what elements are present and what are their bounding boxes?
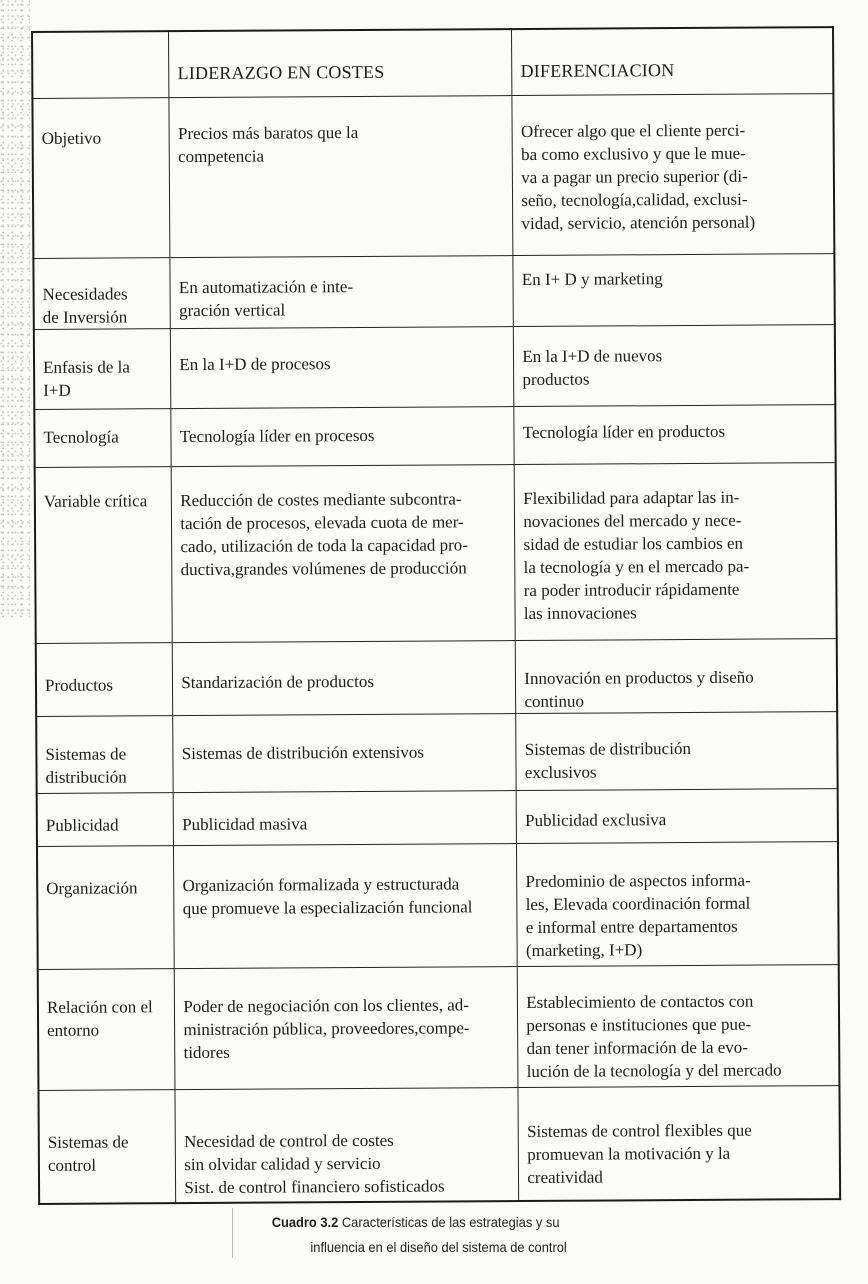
table-caption [35, 1210, 834, 1260]
cell-diferenciacion-text: Sistemas de distribución exclusivos [524, 738, 691, 782]
row-label [38, 968, 176, 1090]
cell-liderazgo-costes [171, 326, 514, 408]
row-label [35, 466, 173, 643]
cell-diferenciacion [516, 788, 838, 843]
cell-diferenciacion [514, 462, 836, 640]
row-label [36, 642, 173, 716]
cell-liderazgo-costes-text: Organización formalizada y estructurada que promueve la especialización funcional [182, 873, 473, 918]
row-label [34, 328, 171, 409]
row-label-text: Variable crítica [43, 490, 148, 511]
cell-diferenciacion [516, 711, 838, 790]
cell-diferenciacion [512, 93, 834, 255]
cell-liderazgo-costes-text: Publicidad masiva [182, 813, 308, 834]
cell-diferenciacion [513, 253, 835, 326]
cell-diferenciacion [517, 841, 839, 966]
header-empty [32, 31, 169, 98]
cell-liderazgo-costes [175, 1087, 519, 1203]
cell-diferenciacion [516, 638, 838, 713]
cell-diferenciacion-text: Publicidad exclusiva [525, 809, 667, 830]
table-row [34, 324, 835, 409]
row-label-text: Productos [44, 675, 114, 695]
row-label [33, 257, 170, 329]
row-label [34, 408, 171, 467]
cell-liderazgo-costes [173, 713, 516, 792]
table-row [33, 253, 834, 329]
cell-diferenciacion-text: Establecimiento de contactos con personas e instituciones que pue- dan tener información de la evo- lución de la tecnología y del mercado [526, 991, 782, 1081]
row-label-text: Publicidad [45, 814, 119, 835]
row-label [37, 792, 174, 846]
cell-diferenciacion [518, 964, 840, 1087]
header-row [32, 27, 833, 98]
cell-diferenciacion-text: Ofrecer algo que el cliente perci- ba como exclusivo y que le mue- va a pagar un precio superior (di- seño, tecnología,calidad, exclusi- vidad, servicio, atención personal) [520, 120, 756, 233]
cell-liderazgo-costes-text: En la I+D de procesos [179, 353, 331, 374]
row-label-text: Relación con el entorno [46, 996, 153, 1040]
cell-liderazgo-costes [169, 95, 513, 257]
scan-speckle [0, 0, 30, 620]
table-row [37, 788, 838, 846]
cell-diferenciacion-text: Tecnología líder en productos [522, 421, 726, 442]
cell-liderazgo-costes-text: Poder de negociación con los clientes, ad- ministración pública, proveedores,compe- tidores [183, 994, 470, 1062]
row-label-text: Necesidades de Inversión [42, 283, 128, 327]
caption-line-1: Características de las estrategias y su [341, 1214, 560, 1230]
cell-diferenciacion-text: Innovación en productos y diseño continuo [524, 667, 754, 711]
header-liderazgo-costes: LIDERAZGO EN COSTES [169, 29, 512, 97]
cell-diferenciacion [514, 404, 836, 464]
cell-liderazgo-costes-text: En automatización e inte- gración vertical [178, 276, 354, 320]
row-label-text: Organización [46, 877, 138, 898]
caption-line-2: influencia en el diseño del sistema de control [310, 1239, 567, 1255]
row-label-text: Tecnología [43, 426, 119, 447]
cell-liderazgo-costes-text: Standarización de productos [181, 671, 374, 692]
cell-liderazgo-costes [173, 790, 516, 845]
cell-liderazgo-costes [175, 966, 519, 1089]
cell-diferenciacion-text: Flexibilidad para adaptar las in- novaciones del mercado y nece- sidad de estudiar los cambios en la tecnología y en el mercado pa- ra poder introducir rápidamente las innovaciones [523, 487, 750, 623]
caption-number: Cuadro 3.2 [271, 1214, 339, 1230]
cell-diferenciacion-text: Predominio de aspectos informa- les, Elevada coordinación formal e informal entre departamentos (marketing, I+D) [525, 870, 751, 960]
table-row [34, 404, 835, 467]
row-label [32, 97, 170, 258]
table-row [32, 93, 834, 258]
cell-liderazgo-costes [173, 640, 516, 715]
cell-liderazgo-costes [174, 843, 518, 968]
row-label-text: Sistemas de control [47, 1131, 129, 1175]
table-row [38, 964, 840, 1090]
cell-liderazgo-costes-text: Necesidad de control de costes sin olvidar calidad y servicio Sist. de control financiero sofisticados [184, 1130, 445, 1197]
row-label [36, 715, 173, 793]
table-row [35, 462, 837, 643]
header-diferenciacion: DIFERENCIACION [512, 27, 834, 95]
strategy-comparison-table [31, 26, 841, 1205]
cell-liderazgo-costes-text: Precios más baratos que la competencia [177, 122, 359, 166]
table-row [36, 711, 837, 793]
cell-liderazgo-costes [171, 464, 515, 642]
cell-liderazgo-costes [170, 255, 513, 328]
row-label [38, 1089, 176, 1204]
cell-liderazgo-costes [171, 406, 514, 466]
cell-diferenciacion-text: En la I+D de nuevos productos [522, 345, 663, 389]
table-row [38, 1085, 840, 1204]
cell-liderazgo-costes-text: Tecnología líder en procesos [179, 425, 375, 446]
row-label-text: Objetivo [41, 128, 102, 148]
cell-diferenciacion [514, 324, 836, 406]
table-row [37, 841, 839, 969]
cell-diferenciacion [518, 1085, 840, 1201]
row-label-text: Enfasis de la I+D [42, 356, 130, 400]
cell-liderazgo-costes-text: Reducción de costes mediante subcontra- tación de procesos, elevada cuota de mer- cado, utilización de toda la capacidad pro- ductiva,grandes volúmenes de producción [180, 488, 468, 579]
table-row [36, 638, 837, 716]
row-label [37, 845, 175, 969]
cell-diferenciacion-text: Sistemas de control flexibles que promuevan la motivación y la creatividad [526, 1120, 752, 1187]
row-label-text: Sistemas de distribución [45, 743, 127, 787]
cell-diferenciacion-text: En I+ D y marketing [521, 268, 663, 289]
cell-liderazgo-costes-text: Sistemas de distribución extensivos [181, 742, 425, 763]
